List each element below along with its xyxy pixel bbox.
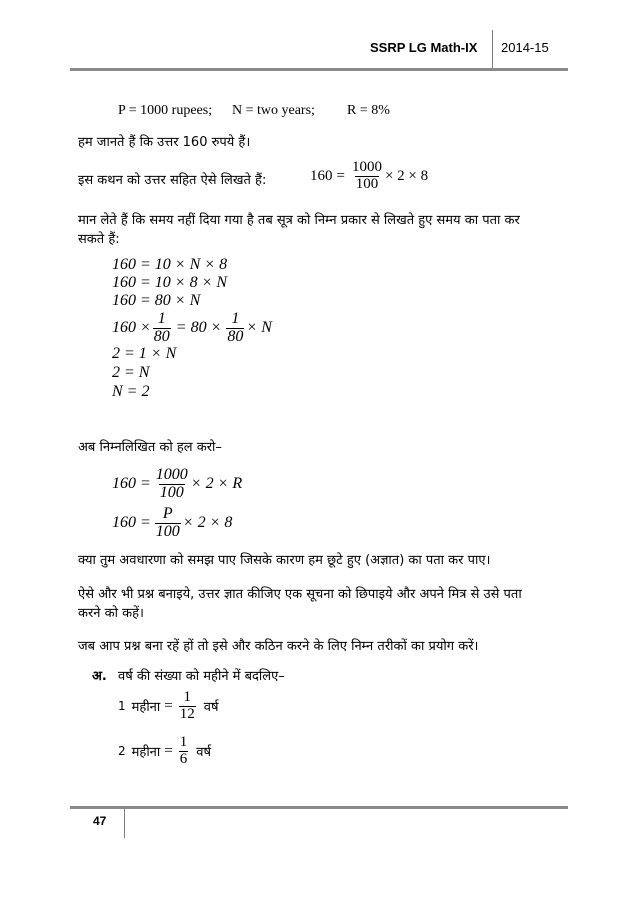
step4-lhs: 160 × bbox=[112, 319, 151, 337]
footer-divider bbox=[124, 808, 125, 838]
conv1-year: वर्ष bbox=[203, 700, 219, 716]
step-7: N = 2 bbox=[112, 383, 150, 400]
conv2-numerator: 1 bbox=[179, 734, 188, 750]
step4-num-1: 1 bbox=[157, 310, 166, 327]
header-year: 2014-15 bbox=[501, 40, 549, 55]
ex2-fraction bbox=[155, 506, 181, 541]
item-a-text: वर्ष की संख्या को महीने में बदलिए– bbox=[118, 669, 285, 684]
text-concept-question: क्या तुम अवधारणा को समझ पाए जिसके कारण हम छूटे हुए (अज्ञात) का पता कर पाए। bbox=[78, 553, 491, 568]
step-6: 2 = N bbox=[112, 364, 150, 381]
text-known-answer: हम जानते हैं कि उत्तर 160 रुपये हैं। bbox=[78, 135, 251, 150]
conv1-numerator: 1 bbox=[183, 689, 191, 705]
header-rule bbox=[70, 68, 568, 71]
conv1-month: महीना bbox=[131, 700, 161, 716]
text-time-assumption-2: सकते हैं: bbox=[78, 232, 120, 247]
eq-fraction bbox=[351, 160, 383, 193]
conv2-month: महीना bbox=[131, 745, 161, 761]
text-write-statement: इस कथन को उत्तर सहित ऐसे लिखते हैं: bbox=[78, 173, 267, 188]
eq-equals: = bbox=[336, 167, 345, 184]
conv2-equals: = bbox=[164, 742, 173, 759]
exercise-2 bbox=[112, 506, 232, 541]
conv2-qty: 2 bbox=[118, 744, 126, 759]
ex1-rest: × 2 × R bbox=[190, 475, 243, 493]
conv1-denominator: 12 bbox=[179, 705, 195, 722]
page-number: 47 bbox=[93, 814, 107, 828]
step4-fraction-2 bbox=[226, 311, 244, 346]
conv2-fraction bbox=[179, 735, 189, 768]
conv1-qty: 1 bbox=[118, 699, 126, 714]
step-4 bbox=[112, 311, 272, 346]
header-title: SSRP LG Math-IX bbox=[370, 40, 478, 55]
text-make-questions-2: करने को कहें। bbox=[78, 606, 144, 621]
ex2-lhs: 160 = bbox=[112, 514, 151, 532]
header-divider bbox=[492, 30, 493, 70]
step4-fraction-1 bbox=[153, 311, 171, 346]
eq-rest: × 2 × 8 bbox=[384, 167, 429, 184]
item-a-label: अ. bbox=[92, 669, 107, 684]
ex2-rest: × 2 × 8 bbox=[182, 514, 233, 532]
step4-den-1: 80 bbox=[153, 327, 170, 345]
conv1-equals: = bbox=[164, 697, 173, 714]
text-solve-following: अब निम्नलिखित को हल करो– bbox=[78, 440, 222, 455]
step-1: 160 = 10 × N × 8 bbox=[112, 256, 228, 273]
eq-denominator: 100 bbox=[355, 175, 379, 192]
step-2: 160 = 10 × 8 × N bbox=[112, 274, 228, 291]
equation-statement bbox=[310, 160, 428, 193]
given-rate: R = 8% bbox=[347, 103, 390, 118]
text-harder-methods: जब आप प्रश्न बना रहें हों तो इसे और कठिन करने के लिए निम्न तरीकों का प्रयोग करें। bbox=[78, 639, 479, 654]
step4-den-2: 80 bbox=[227, 327, 244, 345]
ex1-fraction bbox=[155, 467, 189, 502]
text-time-assumption-1: मान लेते हैं कि समय नहीं दिया गया है तब सूत्र को निम्न प्रकार से लिखते हुए समय का पता कर bbox=[78, 213, 520, 228]
conversion-2 bbox=[118, 735, 211, 768]
ex1-denominator: 100 bbox=[159, 483, 184, 501]
eq-lhs: 160 bbox=[310, 167, 333, 184]
conversion-1 bbox=[118, 690, 219, 723]
ex2-numerator: P bbox=[162, 505, 173, 522]
step-3: 160 = 80 × N bbox=[112, 292, 201, 309]
exercise-1 bbox=[112, 467, 242, 502]
step4-mid: = 80 × bbox=[175, 319, 222, 337]
ex1-lhs: 160 = bbox=[112, 475, 151, 493]
conv2-year: वर्ष bbox=[196, 745, 211, 761]
text-make-questions-1: ऐसे और भी प्रश्न बनाइये, उत्तर ज्ञात कीजिए एक सूचना को छिपाइये और अपने मित्र से उसे पता bbox=[78, 587, 522, 602]
given-time: N = two years; bbox=[232, 103, 315, 118]
step4-rest: × N bbox=[246, 319, 272, 337]
given-principal: P = 1000 rupees; bbox=[118, 103, 213, 118]
ex2-denominator: 100 bbox=[155, 522, 180, 540]
footer-rule bbox=[70, 806, 568, 809]
conv1-fraction bbox=[179, 690, 196, 723]
conv2-denominator: 6 bbox=[179, 750, 188, 767]
step-5: 2 = 1 × N bbox=[112, 345, 177, 362]
step4-num-2: 1 bbox=[231, 310, 240, 327]
eq-numerator: 1000 bbox=[351, 159, 382, 175]
ex1-numerator: 1000 bbox=[155, 466, 188, 483]
